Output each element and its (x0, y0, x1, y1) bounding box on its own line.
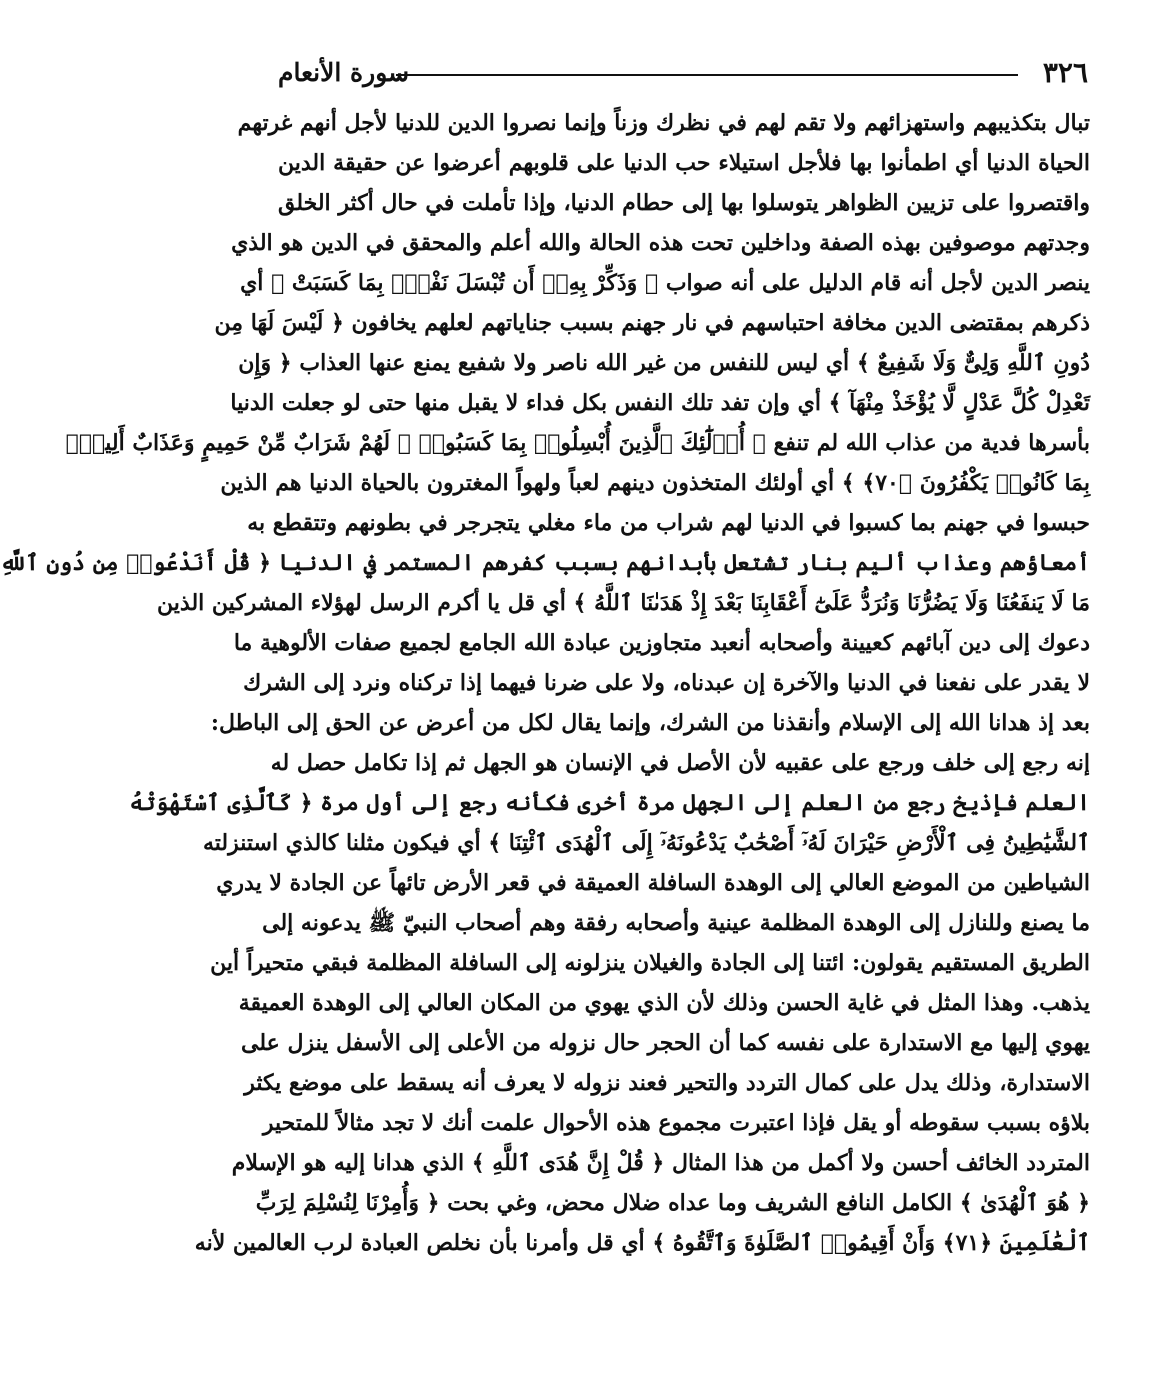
text-line-10: بِمَا كَانُوا۟ يَكْفُرُونَ ﴿٧٠﴾ ﴾ أي أولئك المتخذون دينهم لعباً ولهواً المغترون بالحياة الدنيا هم الذين (220, 470, 1090, 496)
text-line-7: دُونِ ٱللَّهِ وَلِىٌّ وَلَا شَفِيعٌ ﴾ أي ليس للنفس من غير الله ناصر ولا شفيع يمنع عنها العذاب ﴿ وَإِن (238, 350, 1090, 376)
text-line-14: دعوك إلى دين آبائهم كعيينة وأصحابه أنعبد متجاوزين عبادة الله الجامع لجميع صفات الألوهية ما (233, 630, 1090, 656)
text-line-27: المتردد الخائف أحسن ولا أكمل من هذا المثال ﴿ قُلْ إِنَّ هُدَى ٱللَّهِ ﴾ الذي هدانا إليه هو الإسلام (231, 1150, 1090, 1176)
page-number: ٣٢٦ (1042, 56, 1088, 89)
text-line-25: الاستدارة، وذلك يدل على كمال التردد والتحير فعند نزوله لا يعرف أنه يسقط على موضع يكثر (244, 1070, 1090, 1096)
text-line-4: وجدتهم موصوفين بهذه الصفة وداخلين تحت هذه الحالة والله أعلم والمحقق في الدين هو الذي (231, 230, 1090, 256)
text-line-20: الشياطين من الموضع العالي إلى الوهدة السافلة العميقة في قعر الأرض تائهاً عن الجادة لا يدري (216, 870, 1090, 896)
text-line-5: ينصر الدين لأجل أنه قام الدليل على أنه صواب ﴿ وَذَكِّرْ بِهِۦٓ أَن تُبْسَلَ نَفْسٌۢ بِمَا كَسَبَتْ ﴾ أي (240, 270, 1090, 296)
text-line-23: يذهب. وهذا المثل في غاية الحسن وذلك لأن الذي يهوي من المكان العالي إلى الوهدة العميقة (238, 990, 1090, 1016)
text-line-1: تبال بتكذيبهم واستهزائهم ولا تقم لهم في نظرك وزناً وإنما نصروا الدين للدنيا لأجل أنهم غرتهم (237, 110, 1090, 136)
text-line-28: ﴿ هُوَ ٱلْهُدَىٰ ﴾ الكامل النافع الشريف وما عداه ضلال محض، وغي بحت ﴿ وَأُمِرْنَا لِنُسْلِمَ لِرَبِّ (255, 1190, 1090, 1216)
text-line-17: إنه رجع إلى خلف ورجع على عقبيه لأن الأصل في الإنسان هو الجهل ثم إذا تكامل حصل له (270, 750, 1090, 776)
text-line-11: حبسوا في جهنم بما كسبوا في الدنيا لهم شراب من ماء مغلي يتجرجر في بطونهم وتتقطع به (247, 510, 1090, 536)
text-line-9: بأسرها فدية من عذاب الله لم تنفع ﴿ أُو۟لَٰٓئِكَ ٱلَّذِينَ أُبْسِلُوا۟ بِمَا كَسَبُوا۟ ۖ لَهُمْ شَرَابٌ مِّنْ حَمِيمٍ وَعَذَابٌ أَلِيمٌۢ (65, 430, 1090, 456)
text-line-24: يهوي إليها مع الاستدارة على نفسه كما أن الحجر حال نزوله من الأعلى إلى الأسفل ينزل على (241, 1030, 1090, 1056)
text-line-12: أمعاؤهم وعذاب أليم بنار تشتعل بأبدانهم بسبب كفرهم المستمر في الدنيا ﴿ قُلْ أَنَدْعُوا۟ مِن دُونِ ٱللَّهِ (0, 550, 1090, 576)
text-line-3: واقتصروا على تزيين الظواهر يتوسلوا بها إلى حطام الدنيا، وإذا تأملت في حال أكثر الخلق (278, 190, 1090, 216)
text-line-29: ٱلْعَٰلَمِينَ ﴿٧١﴾ وَأَنْ أَقِيمُوا۟ ٱلصَّلَوٰةَ وَٱتَّقُوهُ ﴾ أي قل وأمرنا بأن نخلص العبادة لرب العالمين لأنه (194, 1230, 1090, 1256)
text-line-13: مَا لَا يَنفَعُنَا وَلَا يَضُرُّنَا وَنُرَدُّ عَلَىٰٓ أَعْقَابِنَا بَعْدَ إِذْ هَدَىٰنَا ٱللَّهُ ﴾ أي قل يا أكرم الرسل لهؤلاء المشركين الذين (157, 590, 1090, 616)
text-line-2: الحياة الدنيا أي اطمأنوا بها فلأجل استيلاء حب الدنيا على قلوبهم أعرضوا عن حقيقة الدين (278, 150, 1090, 176)
page-header (278, 58, 1088, 94)
header-rule (396, 74, 1018, 76)
text-line-26: بلاؤه بسبب سقوطه أو يقل فإذا اعتبرت مجموع هذه الأحوال علمت أنك لا تجد مثالاً للمتحير (262, 1110, 1090, 1136)
text-line-19: ٱلشَّيَٰطِينُ فِى ٱلْأَرْضِ حَيْرَانَ لَهُۥٓ أَصْحَٰبٌ يَدْعُونَهُۥٓ إِلَى ٱلْهُدَى ٱئْتِنَا ﴾ أي فيكون مثلنا كالذي استنزلته (202, 830, 1090, 856)
text-line-21: ما يصنع وللنازل إلى الوهدة المظلمة عينية وأصحابه رفقة وهم أصحاب النبيّ ﷺ يدعونه إلى (262, 910, 1090, 936)
surah-title: سورة الأنعام (278, 58, 410, 87)
text-line-18: العلم فإذيخ رجع من العلم إلى الجهل مرة أخرى فكأنه رجع إلى أول مرة ﴿ كَٱلَّذِى ٱسْتَهْوَتْهُ (129, 790, 1090, 816)
text-line-22: الطريق المستقيم يقولون: ائتنا إلى الجادة والغيلان ينزلونه إلى السافلة المظلمة فبقي متحيراً أين (210, 950, 1090, 976)
text-line-8: تَعْدِلْ كُلَّ عَدْلٍ لَّا يُؤْخَذْ مِنْهَآ ﴾ أي وإن تفد تلك النفس بكل فداء لا يقبل منها حتى لو جعلت الدنيا (230, 390, 1090, 416)
text-line-16: بعد إذ هدانا الله إلى الإسلام وأنقذنا من الشرك، وإنما يقال لكل من أعرض عن الحق إلى الباطل: (210, 710, 1090, 736)
tafsir-text (0, 103, 1090, 1263)
text-line-6: ذكرهم بمقتضى الدين مخافة احتباسهم في نار جهنم بسبب جناياتهم لعلهم يخافون ﴿ لَيْسَ لَهَا مِن (214, 310, 1090, 336)
text-line-15: لا يقدر على نفعنا في الدنيا والآخرة إن عبدناه، ولا على ضرنا فيهما إذا تركناه ونرد إلى الشرك (243, 670, 1090, 696)
